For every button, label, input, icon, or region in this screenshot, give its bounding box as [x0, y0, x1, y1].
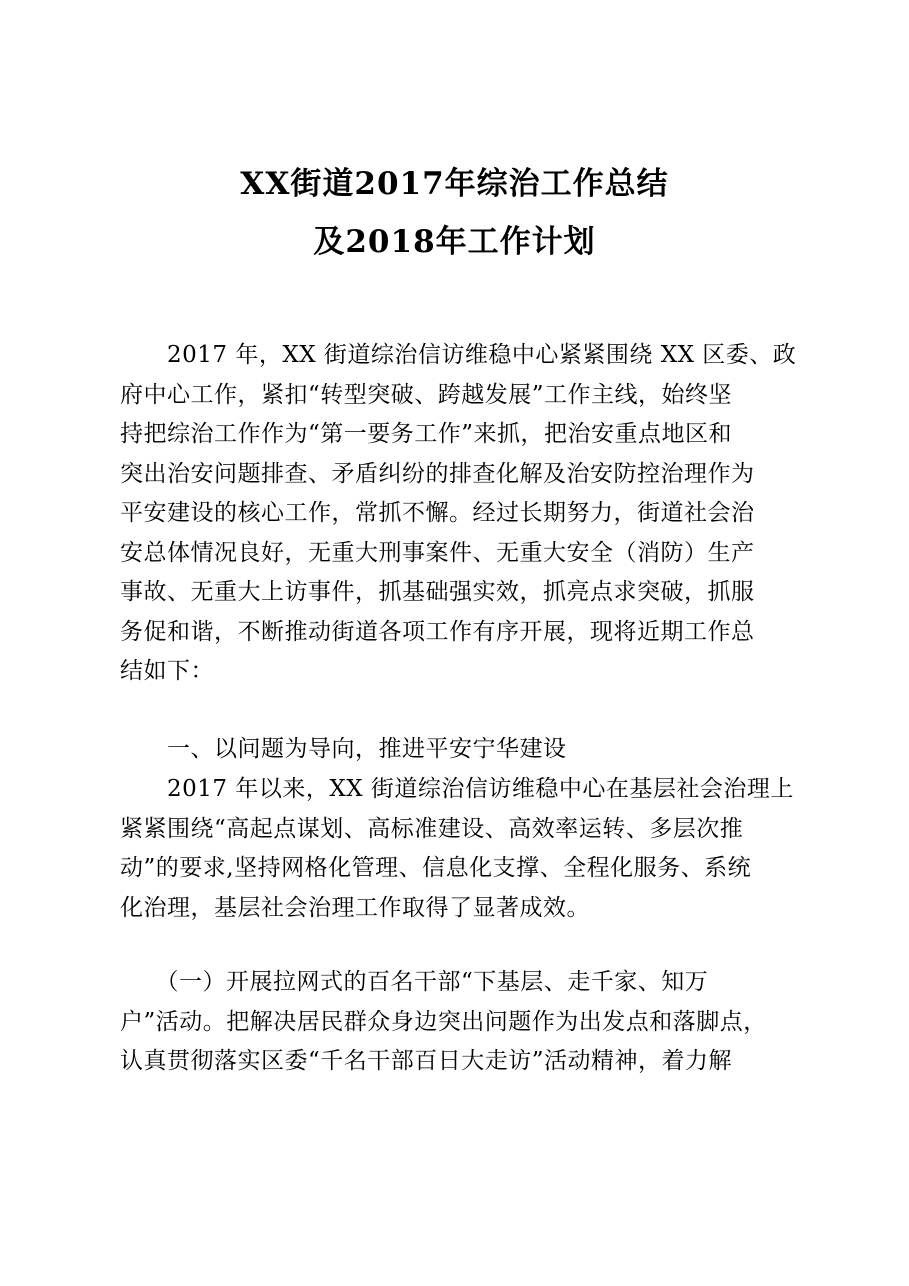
document-title-line-2: 及2018年工作计划 — [313, 224, 596, 260]
text-line: 2017 年，XX 街道综治信访维稳中心紧紧围绕 XX 区委、政 — [120, 342, 797, 368]
text-line: 务促和谐，不断推动街道各项工作有序开展，现将近期工作总 — [120, 618, 755, 645]
section-heading-1 — [120, 730, 800, 770]
text-line: 结如下： — [120, 658, 214, 684]
text-line: 府中心工作，紧扣“转型突破、跨越发展”工作主线，始终坚 — [120, 381, 733, 408]
text-line: 平安建设的核心工作，常抓不懈。经过长期努力，街道社会治 — [120, 500, 755, 526]
text-line: 2017 年以来，XX 街道综治信访维稳中心在基层社会治理上 — [120, 776, 794, 802]
paragraph-subsection-1 — [120, 963, 800, 1082]
text-line: 化治理，基层社会治理工作取得了显著成效。 — [120, 894, 590, 921]
text-line: 突出治安问题排查、矛盾纠纷的排查化解及治安防控治理作为 — [120, 460, 755, 487]
text-line: （一）开展拉网式的百名干部“下基层、走千家、知万 — [120, 969, 709, 995]
text-line: 紧紧围绕“高起点谋划、高标准建设、高效率运转、多层次推 — [120, 815, 744, 842]
text-line: 事故、无重大上访事件，抓基础强实效，抓亮点求突破，抓服 — [120, 579, 755, 605]
text-line: 认真贯彻落实区委“千名干部百日大走访”活动精神，着力解 — [120, 1048, 733, 1074]
text-line: 动”的要求,坚持网格化管理、信息化支撑、全程化服务、系统 — [120, 855, 752, 881]
heading-text: 一、以问题为导向，推进平安宁华建设 — [120, 736, 567, 762]
paragraph-section-1 — [120, 770, 800, 928]
text-line: 户”活动。把解决居民群众身边突出问题作为出发点和落脚点， — [120, 1008, 767, 1035]
document-title-line-1: XX街道2017年综治工作总结 — [240, 166, 669, 202]
text-line: 安总体情况良好，无重大刑事案件、无重大安全（消防）生产 — [120, 539, 755, 566]
text-line: 持把综治工作作为“第一要务工作”来抓，把治安重点地区和 — [120, 421, 733, 447]
paragraph-intro — [120, 336, 800, 692]
